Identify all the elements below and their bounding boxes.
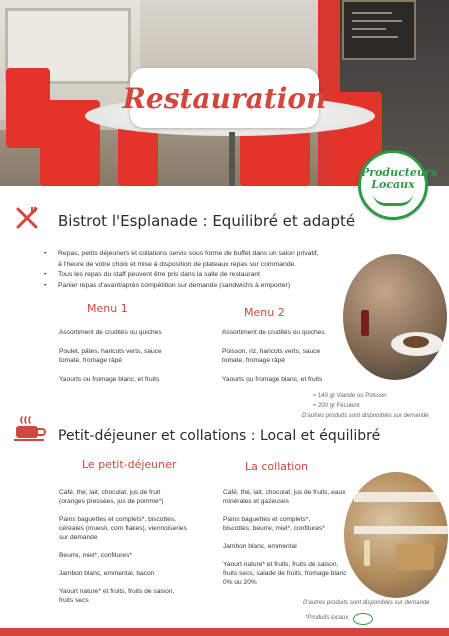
chair — [240, 130, 310, 186]
breakfast-line: Jambon blanc, emmental, bacon — [59, 570, 155, 577]
badge-line1: Producteurs — [361, 166, 437, 179]
menu1-starter: Assortiment de crudités ou quiches — [59, 329, 162, 336]
food — [403, 336, 429, 348]
badge-arc — [373, 193, 413, 206]
wine-glass — [361, 310, 369, 336]
bread-basket — [396, 544, 434, 570]
note-other-products: D'autres produits sont disponibles sur demande — [302, 413, 429, 419]
menu2-main-line2: tomate, fromage râpé — [222, 357, 286, 364]
snack-list — [223, 488, 363, 587]
footer-bar — [0, 628, 449, 636]
jar — [364, 540, 370, 566]
menu1-main-line1: Poulet, pâtes, haricots verts, sauce — [59, 348, 162, 355]
snack-title: La collation — [245, 460, 309, 473]
menu1-dessert: Yaourts ou fromage blanc, et fruits — [59, 376, 160, 383]
breakfast-line: Café, thé, lait, chocolat, jus de fruit — [59, 489, 161, 496]
breakfast-line: (oranges pressées, jus de pomme*) — [59, 498, 164, 505]
bullet-continuation: à l'heure de votre choix et mise à disposition de plateaux repas sur commande. — [58, 260, 297, 268]
menu2-dessert: Yaourts ou fromage blanc, et fruits — [222, 376, 323, 383]
snack-line: minérales et gazeuses — [223, 498, 289, 505]
bullet-item: • Repas, petits déjeuners et collations servis sous forme de buffet dans un salon privatif, — [44, 249, 364, 260]
restaurant-photo — [343, 254, 447, 380]
snack-line: fruits secs, salade de fruits, fromage blanc — [223, 570, 347, 577]
snack-line: biscottes, beurre, miel*, confitures* — [223, 525, 325, 532]
section2-title: Petit-déjeuner et collations : Local et équilibré — [58, 428, 381, 444]
snack-line: Pains baguettes et complets*, — [223, 516, 311, 523]
section2-note: D'autres produits sont disponibles sur demande — [303, 600, 430, 606]
menu2-body — [222, 328, 362, 384]
fork-knife-icon — [14, 205, 40, 231]
bullet-item: • Tous les repas du staff peuvent être pris dans la salle de restaurant — [44, 270, 364, 281]
shelf — [354, 492, 448, 502]
title-banner — [122, 68, 327, 128]
menu1-main-line2: tomate, fromage râpé — [59, 357, 123, 364]
section1-bullets — [44, 249, 364, 291]
page-title: Restauration — [122, 81, 327, 115]
breakfast-line: sur demande — [59, 534, 98, 541]
snack-line: Yaourt nature* et fruits, fruits de saison, — [223, 561, 339, 568]
breakfast-line: Pains baguettes et complets*, biscottes, — [59, 516, 176, 523]
hero-table-leg — [229, 132, 235, 186]
note-starch: ≈ 200 gr Féculent — [313, 403, 360, 409]
menu2-main-line1: Poisson, riz, haricots verts, sauce — [222, 348, 321, 355]
shelf — [354, 526, 448, 534]
breakfast-title: Le petit-déjeuner — [82, 458, 177, 471]
breakfast-line: Beurre, miel*, confitures* — [59, 552, 132, 559]
section1-title: Bistrot l'Esplanade : Equilibré et adapté — [58, 212, 356, 230]
local-products-footnote: *Produits locaux — [305, 615, 349, 621]
snack-line: Café, thé, lait, chocolat, jus de fruits, eaux — [223, 489, 346, 496]
menu2-starter: Assortiment de crudités ou quiches — [222, 329, 325, 336]
producteurs-locaux-logo — [358, 150, 437, 220]
mini-local-logo — [353, 613, 373, 625]
menu1-body — [59, 328, 219, 384]
menu2-title: Menu 2 — [244, 306, 285, 319]
breakfast-line: Yaourt nature* et fruits, fruits de saison, — [59, 588, 175, 595]
snack-line: Jambon blanc, emmental — [223, 543, 297, 550]
breakfast-buffet-photo — [344, 472, 448, 598]
bullet-item: • Panier repas d'avant/après compétition sur demande (sandwichs à emporter) — [44, 281, 364, 292]
breakfast-line: fruits secs — [59, 597, 89, 604]
snack-line: 0% ou 20% — [223, 579, 257, 586]
badge-line2: Locaux — [371, 178, 415, 191]
hero-chalkboard — [342, 0, 416, 60]
menu1-title: Menu 1 — [87, 302, 128, 315]
breakfast-line: céréales (muesli, corn flakes), viennoiseries — [59, 525, 187, 532]
note-meat: ≈ 140 gr Viande ou Poisson — [313, 393, 387, 399]
breakfast-list — [59, 488, 229, 605]
coffee-cup-icon — [14, 415, 48, 443]
